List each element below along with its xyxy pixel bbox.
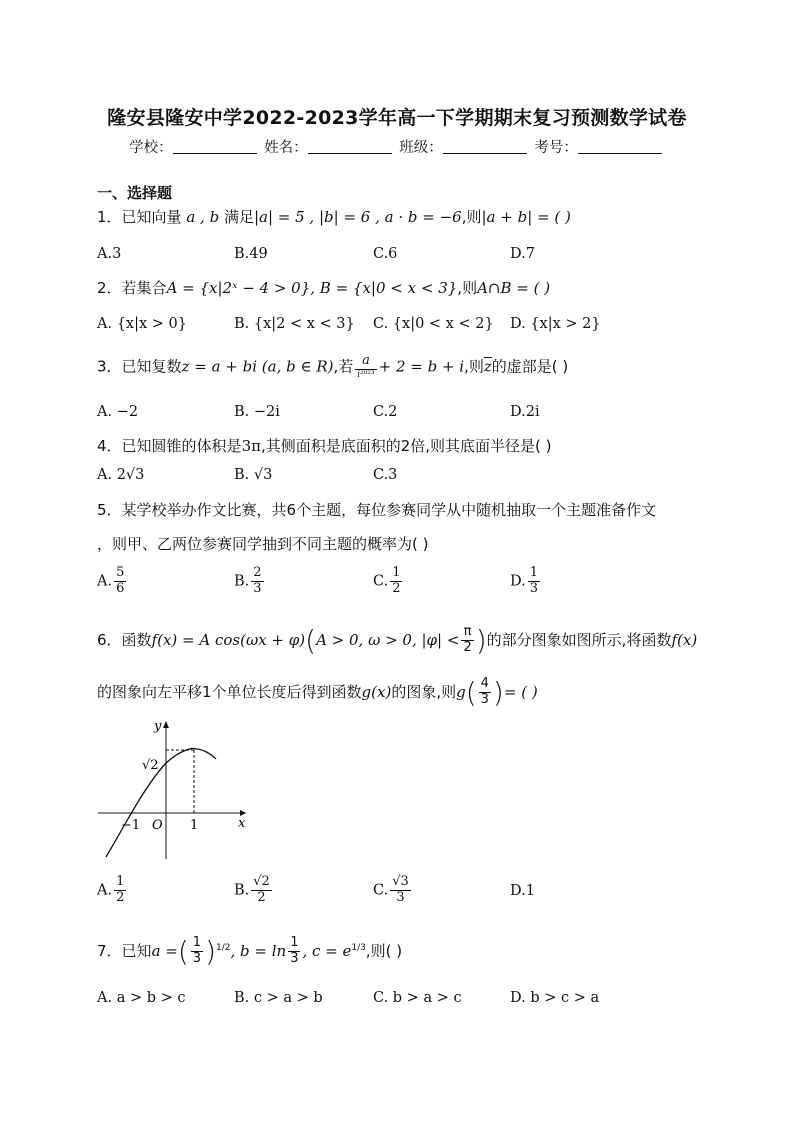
question-text: 的虚部是( ) [491, 357, 569, 376]
question-3 [97, 354, 568, 380]
option-c[interactable]: C.6 [373, 246, 398, 262]
option-b[interactable]: B. c > a > b [234, 990, 323, 1006]
tick-sqrt2: √2 [142, 758, 159, 773]
option-b[interactable]: B. {x|2 < x < 3} [234, 316, 355, 332]
option-d[interactable]: D.2i [510, 404, 540, 420]
question-number: 1． [97, 208, 122, 226]
math-expr: , B = {x|0 < x < 3} [310, 279, 458, 297]
option-d[interactable]: D. {x|x > 2} [510, 316, 601, 332]
option-a[interactable]: A. 2√3 [97, 467, 145, 483]
number-label: 考号： [534, 140, 578, 156]
cosine-curve [106, 749, 216, 857]
name-blank[interactable] [308, 139, 392, 154]
question-5 [97, 499, 656, 520]
school-blank[interactable] [173, 139, 257, 154]
question-text: ,若 [333, 357, 354, 376]
math-expr: A∩B = ( ) [477, 279, 551, 297]
option-c[interactable]: C. $\frac{1}{2}$ [373, 565, 401, 596]
math-expr: g(x) [361, 683, 392, 701]
option-a[interactable]: A.3 [97, 246, 122, 262]
math-expr: f(x) = A cos(ωx + φ) [151, 631, 306, 649]
math-expr: |a| = 5 , |b| = 6 , a · b = −6 [253, 208, 462, 226]
math-expr: = ( ) [503, 683, 538, 701]
option-d[interactable]: D. $\frac{1}{3}$ [510, 565, 538, 596]
question-text: ,则 [457, 279, 478, 297]
math-expr: + 2 = b + i [378, 357, 465, 376]
option-c[interactable]: C. $\frac{√3}{3}$ [373, 874, 409, 905]
question-text: 某学校举办作文比赛，共6个主题，每位参赛同学从中随机抽取一个主题准备作文 [121, 501, 657, 519]
tick-neg1: −1 [121, 818, 141, 833]
option-d[interactable]: D. b > c > a [510, 990, 600, 1006]
option-b[interactable]: B. −2i [234, 404, 280, 420]
question-text: 的图象,则 [391, 683, 457, 701]
name-label: 姓名： [264, 140, 308, 156]
exponent: 1/2 [216, 943, 231, 953]
options-q4 [97, 467, 697, 489]
fraction: $\frac{a}{\text{i²⁰²³}}$ [357, 353, 375, 380]
math-expr: |a + b| = ( ) [481, 208, 571, 226]
options-q5 [97, 566, 697, 606]
option-b[interactable]: B. $\frac{2}{3}$ [234, 565, 262, 596]
class-blank[interactable] [443, 139, 527, 154]
class-label: 班级： [399, 140, 443, 156]
options-q3 [97, 404, 697, 426]
exam-title: 隆安县隆安中学2022-2023学年高一下学期期末复习预测数学试卷 [107, 107, 687, 129]
option-a[interactable]: A. a > b > c [97, 990, 186, 1006]
math-expr: , c = e [302, 942, 352, 960]
option-b[interactable]: B.49 [234, 246, 268, 262]
question-text: ,则( ) [365, 942, 403, 960]
question-text: 满足 [223, 208, 254, 226]
question-number: 6． [97, 631, 122, 649]
option-b[interactable]: B. $\frac{√2}{2}$ [234, 874, 270, 905]
math-expr: A = {x|2ˣ − 4 > 0} [166, 279, 311, 297]
question-number: 4． [97, 437, 122, 455]
exponent: 1/3 [351, 943, 366, 953]
math-expr: , b = ln [230, 942, 287, 960]
options-q7 [97, 990, 697, 1012]
student-info-line [0, 136, 794, 157]
question-text: ,则 [464, 357, 484, 376]
question-text: ,其侧面积是底面积的2倍,则其底面半径是( ) [260, 437, 552, 455]
question-text: ,则 [461, 208, 482, 226]
question-text: 已知向量 [121, 208, 182, 226]
option-a[interactable]: A. $\frac{5}{6}$ [97, 565, 125, 596]
math-expr: $\overline{z}$ [483, 357, 492, 376]
option-c[interactable]: C. b > a > c [373, 990, 462, 1006]
option-b[interactable]: B. √3 [234, 467, 273, 483]
question-2 [97, 277, 550, 298]
y-label: y [154, 719, 162, 734]
question-text: 的图象向左平移1个单位长度后得到函数 [97, 683, 362, 701]
question-text: 若集合 [121, 279, 167, 297]
options-q1 [97, 246, 697, 268]
question-text: 已知复数 [121, 357, 182, 376]
option-d[interactable]: D.7 [510, 246, 535, 262]
question-5-line-2 [97, 533, 428, 554]
option-c[interactable]: C.3 [373, 467, 398, 483]
question-text: ，则甲、乙两位参赛同学抽到不同主题的概率为( ) [97, 535, 429, 553]
school-label: 学校： [129, 140, 173, 156]
question-number: 3． [97, 357, 122, 376]
function-graph [94, 717, 254, 862]
y-axis-arrow [163, 721, 169, 728]
option-a[interactable]: A. {x|x > 0} [97, 316, 187, 332]
number-blank[interactable] [578, 139, 662, 154]
question-text: 函数 [121, 631, 152, 649]
math-expr: A > 0, ω > 0, |φ| < [316, 631, 460, 649]
question-6: 6．函数f(x) = A cos(ωx + φ)(A > 0, ω > 0, |φ| < $\frac{\pi}{2}$ )的部分图象如图所示,将函数f(x) [97, 624, 698, 657]
option-a[interactable]: A. −2 [97, 404, 139, 420]
math-expr: a = [151, 942, 178, 960]
tick-1: 1 [190, 818, 199, 833]
math-expr: z = a + bi (a, b ∈ R) [181, 357, 334, 376]
question-number: 2． [97, 279, 122, 297]
math-expr: f(x) [671, 631, 698, 649]
question-7: 7．已知a =( $\frac{1}{3}$ )$^{1/2}$, b = ln $\frac{1}{3}$ , $c = e^{1/3}$,则( ) [97, 935, 403, 968]
question-text: 已知圆锥的体积是 [121, 437, 242, 455]
option-c[interactable]: C.2 [373, 404, 398, 420]
question-text: 的部分图象如图所示,将函数 [486, 631, 672, 649]
question-number: 7． [97, 942, 122, 960]
question-4 [97, 435, 552, 456]
x-label: x [238, 816, 246, 831]
option-c[interactable]: C. {x|0 < x < 2} [373, 316, 494, 332]
option-d[interactable]: D.1 [510, 883, 535, 899]
question-text: 已知 [121, 942, 152, 960]
vector-names: a , b [181, 208, 224, 226]
question-number: 5． [97, 501, 122, 519]
question-1 [97, 206, 571, 227]
math-expr: 3π [241, 437, 261, 455]
origin-label: O [152, 818, 163, 833]
section-title: 一、选择题 [97, 184, 173, 202]
option-a[interactable]: A. $\frac{1}{2}$ [97, 874, 125, 905]
options-q6 [97, 875, 697, 915]
question-6-line-2: 的图象向左平移1个单位长度后得到函数g(x)的图象,则g( $\frac{4}{3}$ )= ( ) [97, 676, 538, 709]
options-q2 [97, 316, 697, 338]
